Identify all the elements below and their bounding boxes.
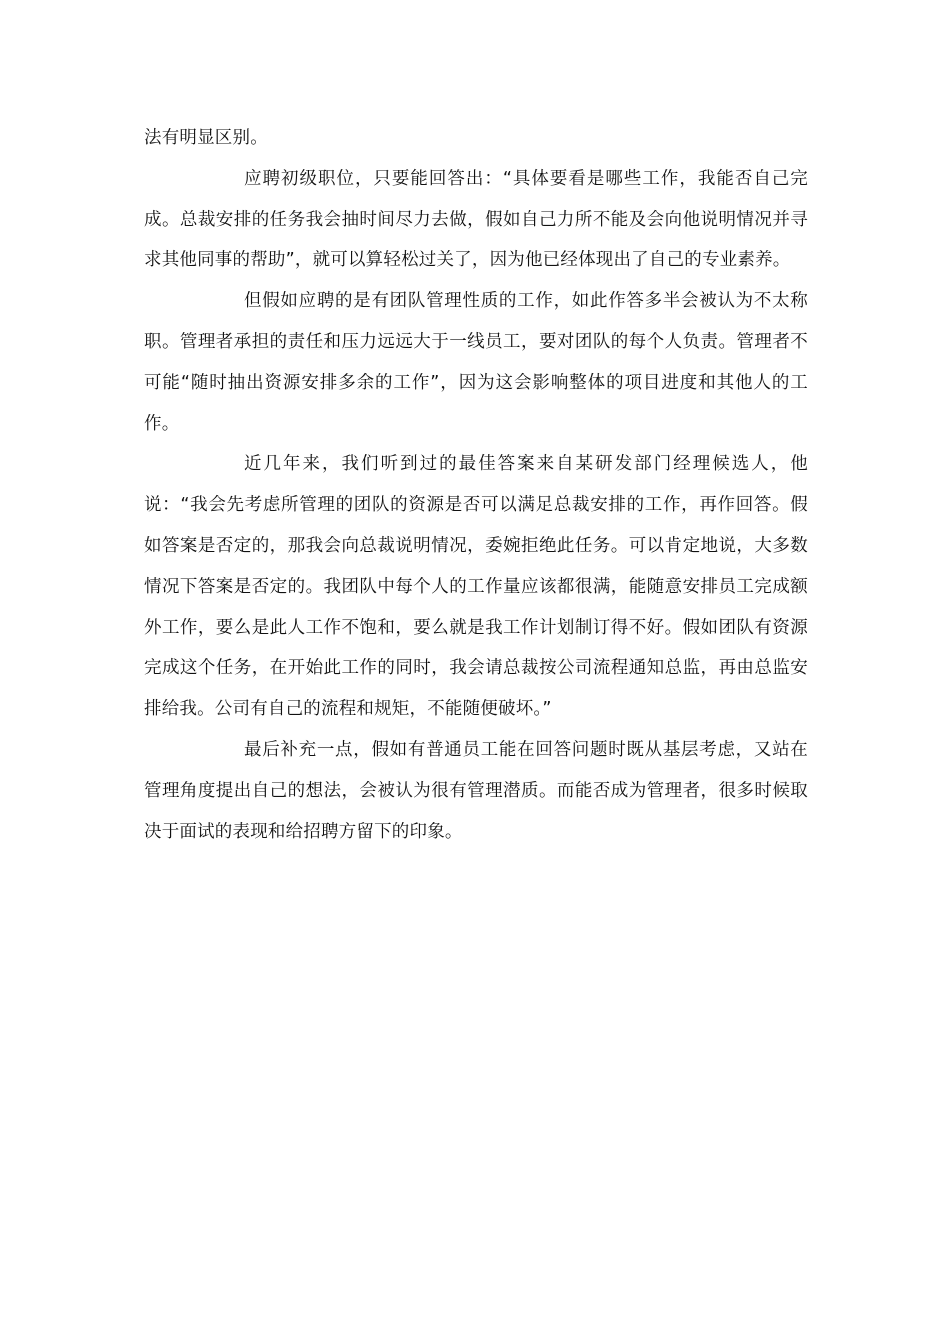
paragraph-management-role: 但假如应聘的是有团队管理性质的工作，如此作答多半会被认为不太称职。管理者承担的责任和压力远远大于一线员工，要对团队的每个人负责。管理者不可能“随时抽出资源安排多余的工作”，因为这会影响整体的项目进度和其他人的工作。 xyxy=(144,291,808,434)
paragraph-conclusion: 最后补充一点，假如有普通员工能在回答问题时既从基层考虑，又站在管理角度提出自己的想法，会被认为很有管理潜质。而能否成为管理者，很多时候取决于面试的表现和给招聘方留下的印象。 xyxy=(144,739,808,842)
document-body xyxy=(144,118,808,852)
paragraph-continuation: 法有明显区别。 xyxy=(144,128,268,148)
paragraph-junior-position: 应聘初级职位，只要能回答出：“具体要看是哪些工作，我能否自己完成。总裁安排的任务我会抽时间尽力去做，假如自己力所不能及会向他说明情况并寻求其他同事的帮助”，就可以算轻松过关了，因为他已经体现出了自己的专业素养。 xyxy=(144,168,808,271)
paragraph-best-answer: 近几年来，我们听到过的最佳答案来自某研发部门经理候选人，他说：“我会先考虑所管理的团队的资源是否可以满足总裁安排的工作，再作回答。假如答案是否定的，那我会向总裁说明情况，委婉拒绝此任务。可以肯定地说，大多数情况下答案是否定的。我团队中每个人的工作量应该都很满，能随意安排员工完成额外工作，要么是此人工作不饱和，要么就是我工作计划制订得不好。假如团队有资源完成这个任务，在开始此工作的同时，我会请总裁按公司流程通知总监，再由总监安排给我。公司有自己的流程和规矩，不能随便破坏。” xyxy=(144,454,808,720)
